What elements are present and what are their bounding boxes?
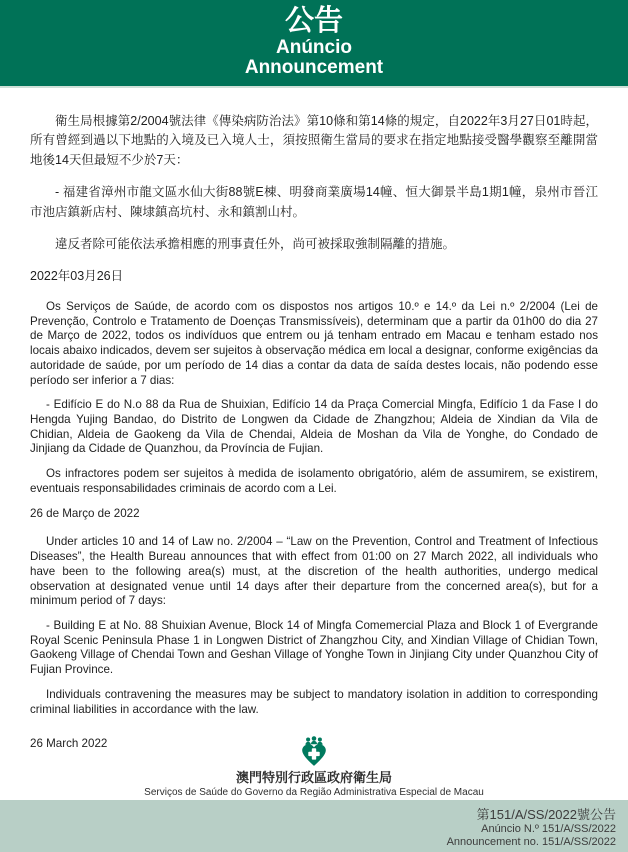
chinese-paragraph-regulation: 衛生局根據第2/2004號法律《傳染病防治法》第10條和第14條的規定，自2022年3月27日01時起，所有曾經到過以下地點的入境及已入境人士，須按照衛生當局的要求在指定地點接受醫學觀察至離開當地後14天但最短不少於7天： (30, 114, 598, 167)
health-bureau-signature (0, 736, 628, 799)
english-paragraph-penalty: Individuals contravening the measures may be subject to mandatory isolation in addition to corresponding criminal liabilities in accordance with the law. (30, 687, 598, 716)
title-chinese: 公告 (284, 5, 343, 37)
english-paragraph-regulation: Under articles 10 and 14 of Law no. 2/2004 – “Law on the Prevention, Control and Treatment of Infectious Diseases”, the Health Bureau announces that with effect from 01:00 on 27 March 2022, all individuals who have been to the following area(s) must, at the discretion of the health authorities, undergo medical observation at designated venue until 14 days after their departure from the concerned area(s), but for a minimum period of 7 days: (30, 535, 598, 608)
announcement-number-english: Announcement no. 151/A/SS/2022 (446, 836, 616, 849)
title-portuguese: Anúncio (276, 36, 352, 58)
announcement-number-chinese: 第151/A/SS/2022號公告 (476, 807, 616, 822)
organization-name-portuguese: Serviços de Saúde do Governo da Região Administrativa Especial de Macau (144, 787, 484, 798)
announcement-number-footer (0, 800, 628, 852)
english-paragraph-locations: - Building E at No. 88 Shuixian Avenue, Block 14 of Mingfa Comemercial Plaza and Block 1 of Evergrande Royal Scenic Peninsula Phase 1 in Longwen District of Zhangzhou City, and Xindian Village of Chidian Town, Gaokeng Village of Chendai Town and Geshan Village of Yonghe Town in Jinjiang City under Quanzhou City of Fujian Province. (30, 618, 598, 677)
english-date: 26 March 2022 (30, 737, 108, 751)
portuguese-paragraph-penalty: Os infractores podem ser sujeitos à medida de isolamento obrigatório, além de assumirem, se existirem, eventuais responsabilidades criminais de acordo com a Lei. (30, 467, 598, 495)
portuguese-paragraph-locations: - Edifício E do N.o 88 da Rua de Shuixian, Edifício 14 da Praça Comercial Mingfa, Edifício 1 da Fase I do Hengda Yujing Bandao, do Distrito de Longwen da Cidade de Zhangzhou; Aldeia de Xindian da Vila de Chidian, Aldeia de Gaokeng da Vila de Chendai, Aldeia de Moshan da Vila de Yonghe, do Condado de Jinjiang da Cidade de Quanzhou, da Província de Fujian. (30, 398, 598, 456)
announcement-number-portuguese: Anúncio N.º 151/A/SS/2022 (481, 823, 616, 836)
portuguese-date: 26 de Março de 2022 (30, 506, 140, 520)
portuguese-paragraph-regulation: Os Serviços de Saúde, de acordo com os dispostos nos artigos 10.º e 14.º da Lei n.º 2/2004 (Lei de Prevenção, Controlo e Tratamento de Doenças Transmissíveis), determinam que a partir da 01h00 do dia 27 de Março de 2022, todos os indivíduos que entrem ou já tenham entrado em Macau e tenham estado nos locais abaixo indicados, devem ser sujeitos à observação médica em local a designar, conforme exigências da autoridade de saúde, por um período de 14 dias a contar da data de saída destes locais, não podendo esse período ser inferior a 7 dias: (30, 300, 598, 387)
chinese-paragraph-penalty: 違反者除可能依法承擔相應的刑事責任外，尚可被採取強制隔離的措施。 (55, 236, 456, 251)
announcement-header-banner (0, 0, 628, 88)
organization-name-chinese: 澳門特別行政區政府衛生局 (235, 770, 392, 786)
announcement-body (0, 88, 628, 764)
title-english: Announcement (244, 56, 384, 78)
chinese-paragraph-locations: - 福建省漳州市龍文區水仙大街88號E棟、明發商業廣場14幢、恒大御景半島1期1幢，泉州市晉江市池店鎮新店村、陳埭鎮高坑村、永和鎮割山村。 (30, 185, 598, 219)
health-bureau-heart-cross-logo-icon (297, 736, 331, 768)
chinese-date: 2022年03月26日 (30, 269, 124, 284)
